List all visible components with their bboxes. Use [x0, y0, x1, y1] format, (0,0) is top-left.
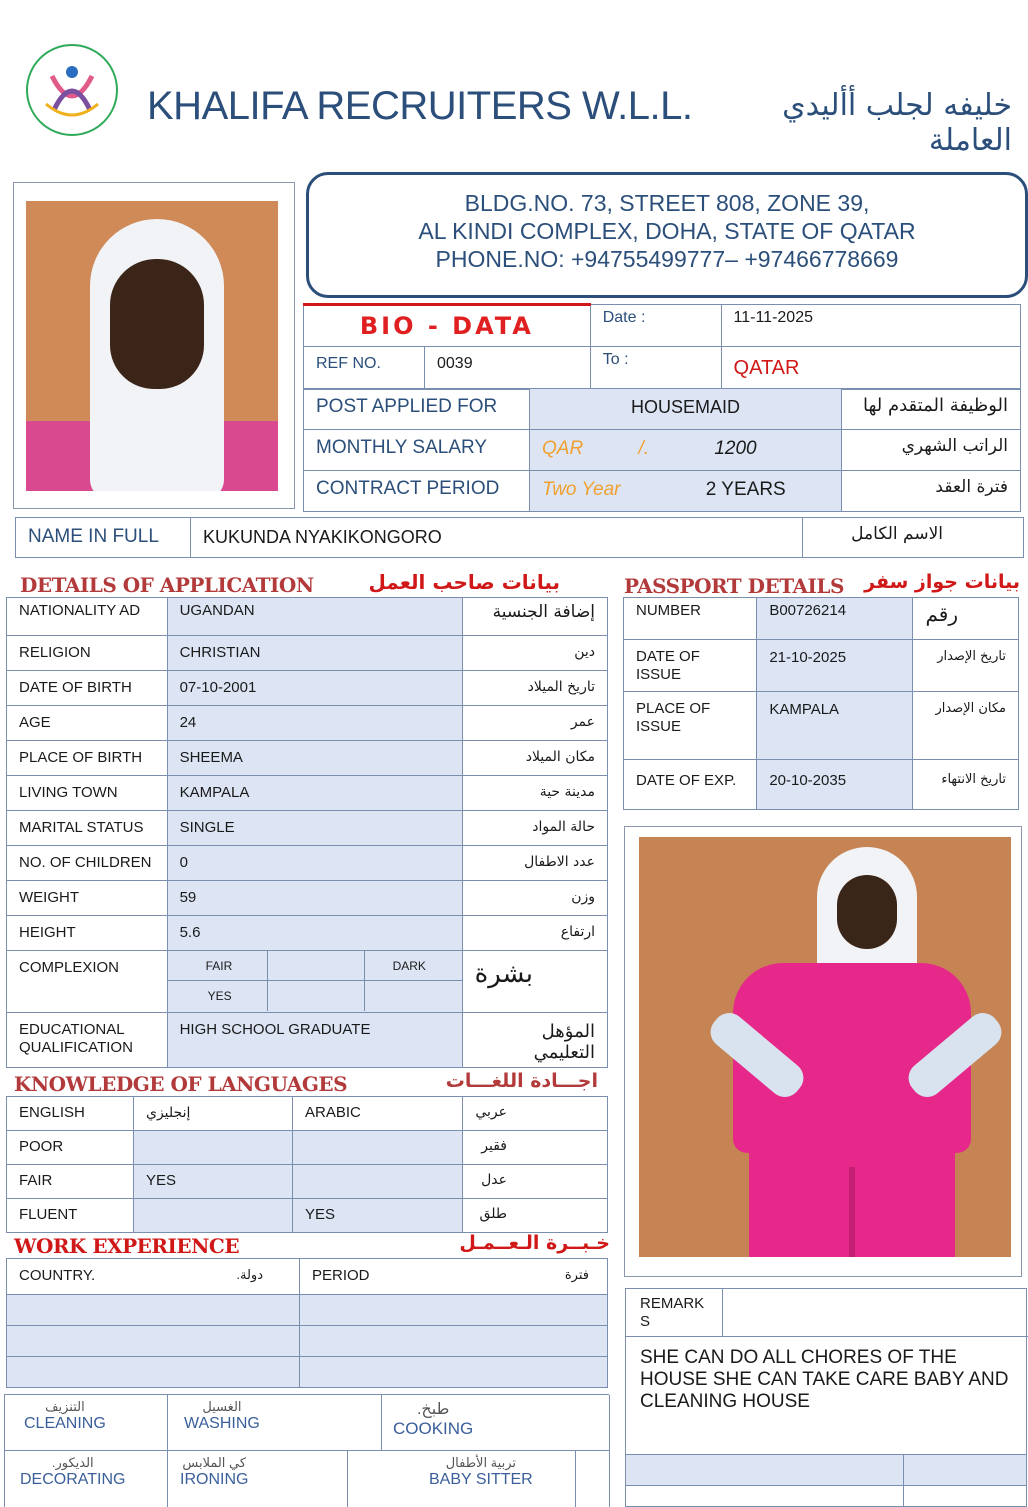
address-line-1: BLDG.NO. 73, STREET 808, ZONE 39, — [464, 190, 870, 216]
application-table — [6, 597, 608, 1068]
contract-value: 2 YEARS — [705, 479, 786, 500]
skill-ar: الغسيل — [202, 1399, 242, 1414]
app-label-ar: إضافة الجنسية — [462, 598, 607, 636]
passport-label-ar: رقم — [913, 598, 1019, 640]
lang-arabic-value — [293, 1165, 463, 1199]
country-label-ar: .دولة — [236, 1267, 263, 1282]
app-value: UGANDAN — [167, 598, 462, 636]
experience-title: WORK EXPERIENCE — [14, 1234, 240, 1258]
passport-title: PASSPORT DETAILS — [624, 574, 844, 598]
complexion-blank — [268, 981, 365, 1011]
education-label-ar: المؤهل التعليمي — [462, 1013, 607, 1068]
salary-separator: /. — [638, 438, 650, 459]
education-value: HIGH SCHOOL GRADUATE — [167, 1013, 462, 1068]
skill-ar: كي الملابس — [182, 1455, 247, 1470]
skill-en: IRONING — [180, 1471, 249, 1488]
app-label: NO. OF CHILDREN — [7, 846, 168, 881]
skills-divider — [381, 1395, 382, 1450]
app-label: HEIGHT — [7, 916, 168, 951]
lang-arabic-value — [293, 1131, 463, 1165]
app-label: AGE — [7, 706, 168, 741]
skills-divider — [167, 1395, 168, 1507]
app-label-ar: مكان الميلاد — [462, 741, 607, 776]
skill-en: COOKING — [393, 1419, 474, 1438]
ref-cell — [304, 347, 591, 390]
portrait-photo — [13, 182, 295, 509]
post-label-ar: الوظيفة المتقدم لها — [842, 389, 1021, 430]
skill-ar: التنزيف — [45, 1399, 85, 1414]
lang-arabic-value: YES — [293, 1199, 463, 1233]
salary-value-cell — [530, 430, 842, 471]
company-name-ar: خليفه لجلب أأليدي العاملة — [782, 88, 1012, 158]
app-value: 0 — [167, 846, 462, 881]
application-title: DETAILS OF APPLICATION — [20, 573, 314, 597]
complexion-yes: YES — [168, 981, 268, 1011]
remarks-label: REMARKS — [640, 1295, 705, 1330]
app-value: 07-10-2001 — [167, 671, 462, 706]
skill-cooking — [393, 1399, 473, 1439]
salary-currency: QAR — [542, 438, 584, 459]
languages-title: KNOWLEDGE OF LANGUAGES — [14, 1072, 348, 1096]
logo-figure-icon — [28, 46, 116, 134]
language-english-ar: إنجليزي — [134, 1097, 293, 1131]
skill-en: BABY SITTER — [429, 1471, 533, 1488]
passport-value: KAMPALA — [757, 692, 913, 760]
complexion-fair: FAIR — [168, 951, 268, 981]
to-label: To : — [590, 347, 721, 390]
language-arabic: ARABIC — [293, 1097, 463, 1131]
language-english: ENGLISH — [7, 1097, 134, 1131]
app-label-ar: دين — [462, 636, 607, 671]
passport-value: 21-10-2025 — [757, 640, 913, 692]
skill-ar: تربية الأطفال — [445, 1455, 516, 1470]
phone-line: PHONE.NO: +94755499777– +97466778669 — [435, 246, 899, 272]
app-value: 5.6 — [167, 916, 462, 951]
country-header-cell — [7, 1259, 300, 1295]
contract-label: CONTRACT PERIOD — [304, 471, 530, 512]
languages-title-ar: اجـــادة اللغـــات — [445, 1070, 598, 1092]
lang-level-label: FLUENT — [7, 1199, 134, 1233]
skill-en: CLEANING — [24, 1415, 106, 1432]
languages-table — [6, 1096, 608, 1233]
app-label-ar: مدينة حية — [462, 776, 607, 811]
period-header-cell — [300, 1259, 608, 1295]
date-value: 11-11-2025 — [721, 305, 1020, 347]
company-logo — [26, 44, 118, 136]
remarks-footer-divider — [903, 1454, 904, 1507]
passport-label: DATE OF EXP. — [624, 760, 757, 810]
skills-divider — [5, 1450, 610, 1451]
post-value: HOUSEMAID — [530, 389, 842, 430]
app-label-ar: عمر — [462, 706, 607, 741]
lang-english-value — [134, 1199, 293, 1233]
application-title-ar: بيانات صاحب العمل — [368, 570, 560, 594]
skills-divider — [609, 1395, 610, 1507]
language-arabic-ar: عربي — [463, 1097, 608, 1131]
app-label: RELIGION — [7, 636, 168, 671]
passport-label: PLACE OF ISSUE — [624, 692, 757, 760]
passport-label-ar: مكان الإصدار — [913, 692, 1019, 760]
passport-label-ar: تاريخ الإصدار — [913, 640, 1019, 692]
experience-row-cell — [300, 1326, 608, 1357]
skill-washing — [184, 1399, 260, 1433]
skills-divider — [575, 1450, 576, 1507]
remarks-box — [625, 1288, 1027, 1507]
period-label: PERIOD — [312, 1267, 370, 1284]
lang-english-value — [134, 1131, 293, 1165]
contract-value-cell — [530, 471, 842, 512]
company-name: KHALIFA RECRUITERS W.L.L. — [147, 84, 693, 128]
app-value: 24 — [167, 706, 462, 741]
name-label: NAME IN FULL — [16, 518, 191, 558]
complexion-label-ar: بشرة — [462, 951, 607, 1013]
complexion-dark: DARK — [365, 951, 462, 981]
skill-ironing — [180, 1455, 248, 1489]
lang-english-value: YES — [134, 1165, 293, 1199]
app-label: LIVING TOWN — [7, 776, 168, 811]
app-label-ar: عدد الاطفال — [462, 846, 607, 881]
date-label: Date : — [590, 305, 721, 347]
experience-row-cell — [7, 1326, 300, 1357]
lang-level-label: FAIR — [7, 1165, 134, 1199]
skills-divider — [347, 1450, 348, 1507]
ref-value: 0039 — [437, 355, 473, 372]
address-box — [306, 172, 1028, 298]
remarks-label-cell — [626, 1289, 723, 1337]
country-label: COUNTRY. — [19, 1267, 96, 1284]
passport-label: DATE OF ISSUE — [624, 640, 757, 692]
contract-label-ar: فترة العقد — [842, 471, 1021, 512]
lang-level-ar: عدل — [463, 1165, 608, 1199]
passport-label: NUMBER — [624, 598, 757, 640]
experience-table — [6, 1258, 608, 1388]
app-label: PLACE OF BIRTH — [7, 741, 168, 776]
name-label-ar: الاسم الكامل — [803, 518, 1024, 558]
bio-data-table — [303, 303, 1021, 390]
skill-ar: .طبخ — [416, 1401, 450, 1418]
ref-label: REF NO. — [304, 347, 425, 389]
app-value: CHRISTIAN — [167, 636, 462, 671]
skill-baby-sitter — [429, 1455, 533, 1489]
post-label: POST APPLIED FOR — [304, 389, 530, 430]
salary-label: MONTHLY SALARY — [304, 430, 530, 471]
complexion-label: COMPLEXION — [7, 951, 168, 1013]
skill-en: DECORATING — [20, 1471, 126, 1488]
name-table — [15, 517, 1024, 558]
job-table — [303, 388, 1021, 512]
app-label-ar: حالة المواد — [462, 811, 607, 846]
lang-level-ar: فقير — [463, 1131, 608, 1165]
app-value: 59 — [167, 881, 462, 916]
education-label: EDUCATIONAL QUALIFICATION — [7, 1013, 168, 1068]
to-value: QATAR — [721, 347, 1020, 390]
remarks-text: SHE CAN DO ALL CHORES OF THE HOUSE SHE CAN TAKE CARE BABY AND CLEANING HOUSE — [640, 1347, 1009, 1412]
experience-title-ar: خـبــرة الـعــمـل — [459, 1232, 610, 1254]
salary-value: 1200 — [714, 438, 757, 459]
app-label: NATIONALITY AD — [7, 598, 168, 636]
remarks-header-strip — [723, 1289, 1028, 1337]
passport-label-ar: تاريخ الانتهاء — [913, 760, 1019, 810]
passport-table — [623, 597, 1019, 810]
skill-ar: .الديكور — [51, 1455, 94, 1470]
app-label: WEIGHT — [7, 881, 168, 916]
experience-row-cell — [300, 1295, 608, 1326]
passport-value: 20-10-2035 — [757, 760, 913, 810]
lang-level-ar: طلق — [463, 1199, 608, 1233]
complexion-grid-cell — [167, 951, 462, 1013]
experience-row-cell — [7, 1357, 300, 1388]
app-label-ar: ارتفاع — [462, 916, 607, 951]
address-line-2: AL KINDI COMPLEX, DOHA, STATE OF QATAR — [418, 218, 916, 244]
skill-decorating — [20, 1455, 125, 1489]
passport-value: B00726214 — [757, 598, 913, 640]
experience-row-cell — [300, 1357, 608, 1388]
bio-data-title: BIO - DATA — [359, 312, 534, 340]
passport-title-ar: بيانات جواز سفر — [864, 571, 1020, 593]
complexion-blank — [365, 981, 462, 1011]
skill-en: WASHING — [184, 1415, 260, 1432]
salary-label-ar: الراتب الشهري — [842, 430, 1021, 471]
complexion-blank — [268, 951, 365, 981]
app-label: DATE OF BIRTH — [7, 671, 168, 706]
app-label: MARITAL STATUS — [7, 811, 168, 846]
skill-cleaning — [24, 1399, 106, 1433]
app-value: SHEEMA — [167, 741, 462, 776]
bio-data-title-cell — [304, 305, 591, 347]
experience-row-cell — [7, 1295, 300, 1326]
app-label-ar: تاريخ الميلاد — [462, 671, 607, 706]
app-value: KAMPALA — [167, 776, 462, 811]
app-value: SINGLE — [167, 811, 462, 846]
lang-level-label: POOR — [7, 1131, 134, 1165]
remarks-footer-row — [626, 1454, 1026, 1486]
period-label-ar: فترة — [564, 1267, 589, 1282]
contract-hint: Two Year — [542, 479, 621, 500]
full-body-photo — [624, 826, 1022, 1277]
app-label-ar: وزن — [462, 881, 607, 916]
name-value: KUKUNDA NYAKIKONGORO — [191, 518, 803, 558]
